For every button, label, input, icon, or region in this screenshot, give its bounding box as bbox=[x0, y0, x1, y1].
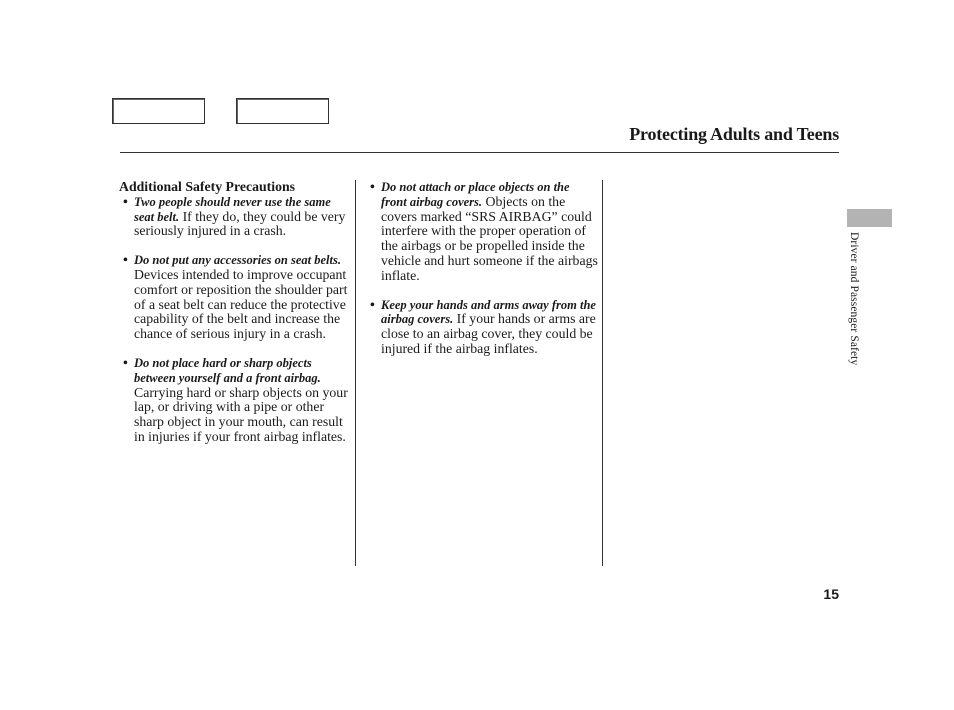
item-lead: Do not put any accessories on seat belts. bbox=[134, 253, 341, 268]
list-item bbox=[366, 298, 598, 357]
section-heading: Additional Safety Precautions bbox=[119, 179, 296, 194]
list-item bbox=[366, 180, 598, 284]
page-number: 15 bbox=[823, 586, 839, 602]
item-body: Objects on the covers marked “SRS AIRBAG” could interfere with the proper operation of the airbags or be propelled inside the vehicle and hurt someone if the airbags inflate. bbox=[381, 193, 598, 283]
bullet-dot: • bbox=[370, 296, 375, 312]
list-item bbox=[119, 356, 351, 445]
item-body: Devices intended to improve occupant comfort or reposition the shoulder part of a seat belt can reduce the protective capability of the belt and increase the chance of serious injury in a crash. bbox=[134, 266, 348, 342]
item-lead: Do not place hard or sharp objects between yourself and a front airbag. bbox=[134, 355, 321, 385]
item-body: If they do, they could be very seriously injured in a crash. bbox=[134, 208, 346, 239]
nav-button-next[interactable] bbox=[236, 98, 329, 124]
list-item bbox=[119, 195, 351, 239]
column-divider bbox=[602, 180, 603, 566]
item-body: Carrying hard or sharp objects on your lap, or driving with a pipe or other sharp object in your mouth, can result in injuries if your front airbag inflates. bbox=[134, 384, 348, 444]
bullet-dot: • bbox=[123, 252, 128, 268]
section-side-label: Driver and Passenger Safety bbox=[848, 232, 860, 366]
header-rule bbox=[120, 152, 839, 153]
page-title: Protecting Adults and Teens bbox=[629, 124, 839, 144]
left-column bbox=[119, 180, 351, 459]
middle-column bbox=[366, 180, 598, 371]
item-lead: Do not attach or place objects on the front airbag covers. bbox=[381, 180, 570, 209]
list-item bbox=[119, 253, 351, 342]
section-tab-marker bbox=[847, 209, 892, 227]
bullet-dot: • bbox=[370, 179, 375, 194]
column-divider bbox=[355, 180, 356, 566]
nav-button-previous[interactable] bbox=[112, 98, 205, 124]
bullet-dot: • bbox=[123, 354, 128, 370]
item-body: If your hands or arms are close to an airbag cover, they could be injured if the airbag inflates. bbox=[381, 311, 596, 356]
item-lead: Keep your hands and arms away from the airbag covers. bbox=[381, 297, 596, 327]
item-lead: Two people should never use the same seat belt. bbox=[134, 194, 331, 224]
bullet-dot: • bbox=[123, 193, 128, 209]
